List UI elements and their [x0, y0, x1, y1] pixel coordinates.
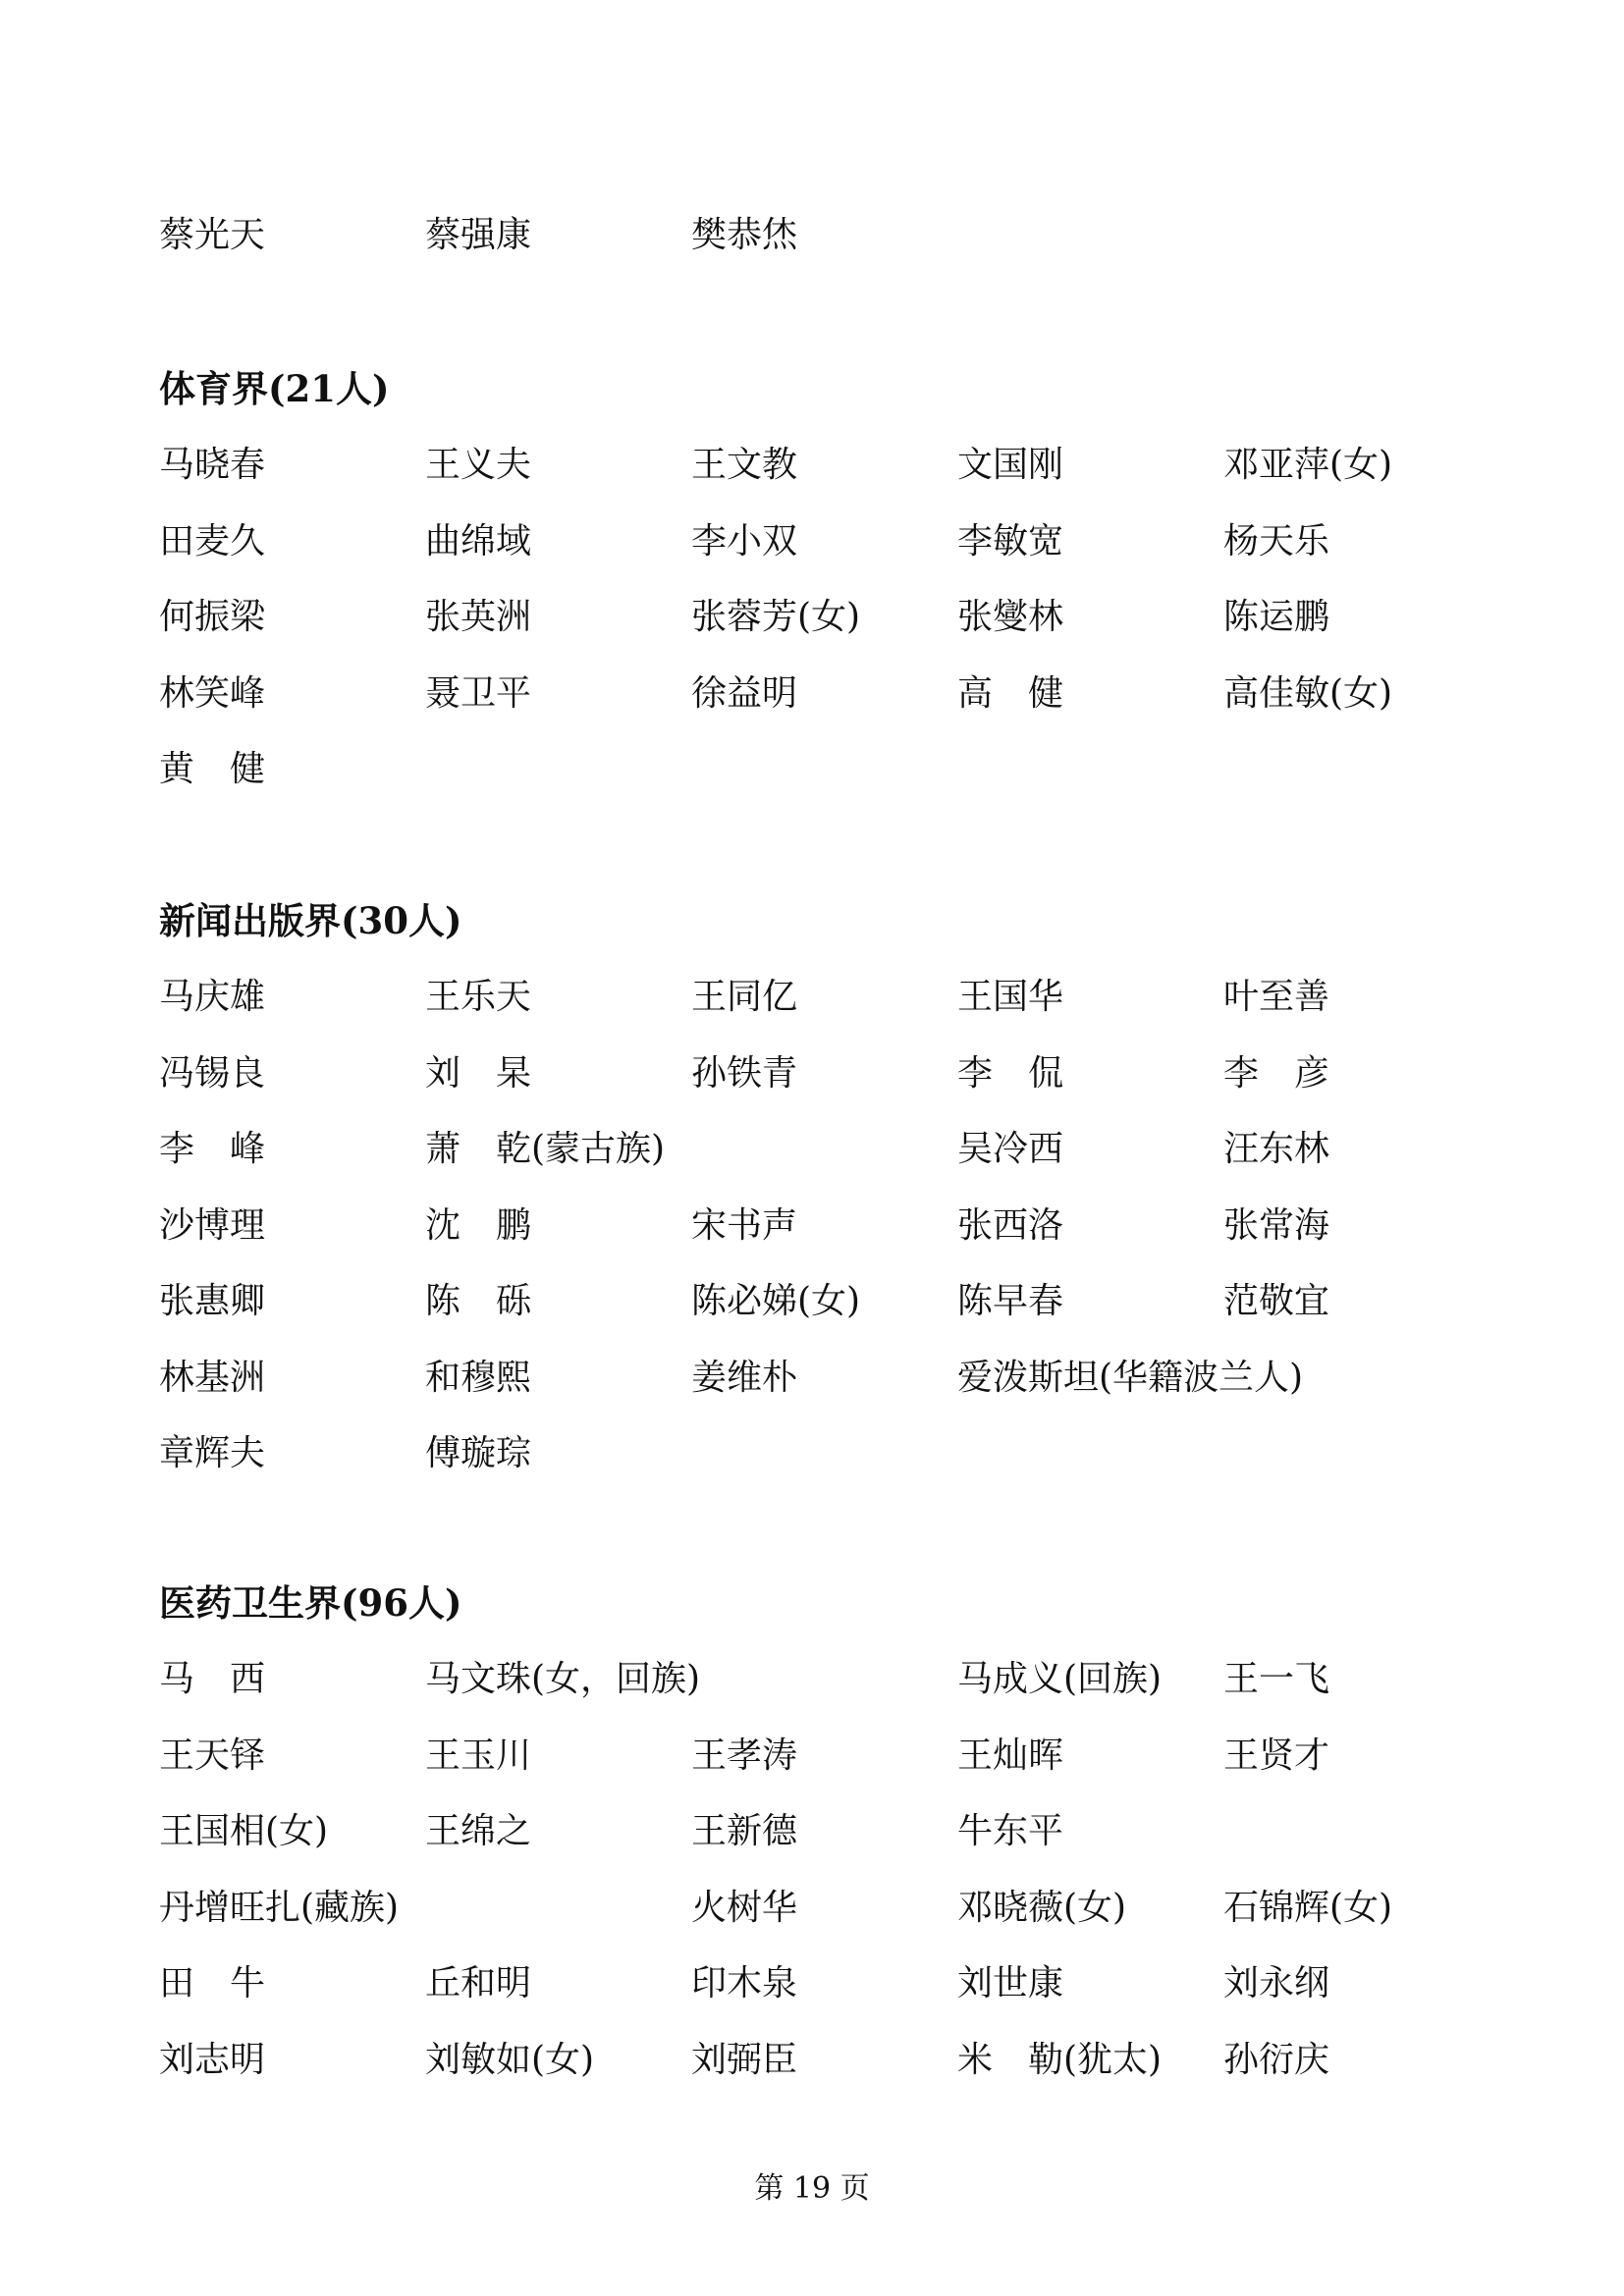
member-name: 杨天乐 [1223, 520, 1330, 561]
member-name: 马晓春 [159, 445, 266, 485]
member-name: 王孝涛 [691, 1735, 798, 1776]
member-name: 王同亿 [691, 977, 798, 1017]
member-name: 刘永纲 [1223, 1963, 1330, 2003]
member-name: 王文教 [691, 445, 798, 485]
member-name: 邓晓薇(女) [957, 1887, 1127, 1928]
member-name: 丘和明 [425, 1963, 532, 2003]
section-heading: 体育界(21人) [159, 367, 390, 410]
member-name: 李敏宽 [957, 520, 1064, 561]
member-name: 王新德 [691, 1811, 798, 1851]
member-name: 邓亚萍(女) [1223, 445, 1393, 485]
member-name: 章辉夫 [159, 1433, 266, 1473]
member-name: 王天铎 [159, 1735, 266, 1776]
member-name: 范敬宜 [1223, 1281, 1330, 1321]
member-name: 汪东林 [1223, 1129, 1330, 1169]
member-name: 何振梁 [159, 597, 266, 637]
member-name: 王灿晖 [957, 1735, 1064, 1776]
member-name: 王贤才 [1223, 1735, 1330, 1776]
member-name: 王绵之 [425, 1811, 532, 1851]
member-name: 王国相(女) [159, 1811, 329, 1851]
member-name: 高 健 [957, 672, 1064, 714]
member-name: 姜维朴 [691, 1357, 798, 1398]
member-name: 王义夫 [425, 445, 532, 485]
member-name: 李小双 [691, 520, 798, 561]
member-name: 吴冷西 [957, 1129, 1064, 1169]
member-name: 刘敏如(女) [425, 2039, 595, 2080]
member-name: 印木泉 [691, 1963, 798, 2003]
member-name: 蔡强康 [425, 215, 532, 255]
member-name: 张惠卿 [159, 1281, 266, 1321]
member-name: 张燮林 [957, 597, 1064, 637]
member-name: 李 彦 [1223, 1052, 1330, 1094]
member-name: 张常海 [1223, 1204, 1330, 1246]
member-name: 蔡光天 [159, 215, 266, 255]
member-name: 孙衍庆 [1223, 2039, 1330, 2080]
member-name: 陈运鹏 [1223, 597, 1330, 637]
member-name: 冯锡良 [159, 1052, 266, 1094]
member-name: 王乐天 [425, 977, 532, 1017]
member-name: 张英洲 [425, 597, 532, 637]
member-name: 陈早春 [957, 1281, 1064, 1321]
member-name: 樊恭烋 [691, 215, 798, 255]
member-name: 聂卫平 [425, 672, 532, 714]
member-name: 陈必娣(女) [691, 1281, 861, 1321]
page-number: 第 19 页 [754, 2171, 870, 2206]
member-name: 曲绵域 [425, 520, 532, 561]
member-name: 丹增旺扎(藏族) [159, 1887, 400, 1928]
member-name: 高佳敏(女) [1223, 672, 1393, 714]
member-name: 火树华 [691, 1887, 798, 1928]
member-name: 石锦辉(女) [1223, 1887, 1393, 1928]
section-heading: 新闻出版界(30人) [159, 899, 462, 942]
member-name: 王国华 [957, 977, 1064, 1017]
member-name: 林笑峰 [159, 672, 266, 714]
member-name: 马文珠(女，回族) [425, 1659, 701, 1699]
member-name: 爱泼斯坦(华籍波兰人) [957, 1357, 1304, 1398]
member-name: 牛东平 [957, 1811, 1064, 1851]
member-name: 沈 鹏 [425, 1204, 532, 1246]
member-name: 孙铁青 [691, 1052, 798, 1094]
member-name: 李 侃 [957, 1052, 1064, 1094]
member-name: 田麦久 [159, 520, 266, 561]
member-name: 刘志明 [159, 2039, 266, 2080]
member-name: 傅璇琮 [425, 1433, 532, 1473]
member-name: 刘世康 [957, 1963, 1064, 2003]
member-name: 文国刚 [957, 445, 1064, 485]
member-name: 张西洛 [957, 1204, 1064, 1246]
member-name: 王一飞 [1223, 1659, 1330, 1699]
member-name: 黄 健 [159, 749, 266, 789]
member-name: 萧 乾(蒙古族) [425, 1129, 666, 1169]
member-name: 马成义(回族) [957, 1659, 1163, 1699]
member-name: 刘 杲 [425, 1052, 532, 1094]
member-name: 宋书声 [691, 1204, 798, 1246]
member-name: 沙博理 [159, 1204, 266, 1246]
member-name: 王玉川 [425, 1735, 532, 1776]
member-name: 刘弼臣 [691, 2039, 798, 2080]
member-name: 叶至善 [1223, 977, 1330, 1017]
member-name: 米 勒(犹太) [957, 2039, 1163, 2080]
member-name: 徐益明 [691, 672, 798, 714]
section-heading: 医药卫生界(96人) [159, 1581, 462, 1625]
member-name: 张蓉芳(女) [691, 597, 861, 637]
member-name: 陈 砾 [425, 1281, 532, 1321]
member-name: 马庆雄 [159, 977, 266, 1017]
member-name: 李 峰 [159, 1129, 266, 1169]
member-name: 和穆熙 [425, 1357, 532, 1398]
member-name: 田 牛 [159, 1963, 266, 2003]
member-name: 林基洲 [159, 1357, 266, 1398]
member-name: 马 西 [159, 1659, 266, 1699]
